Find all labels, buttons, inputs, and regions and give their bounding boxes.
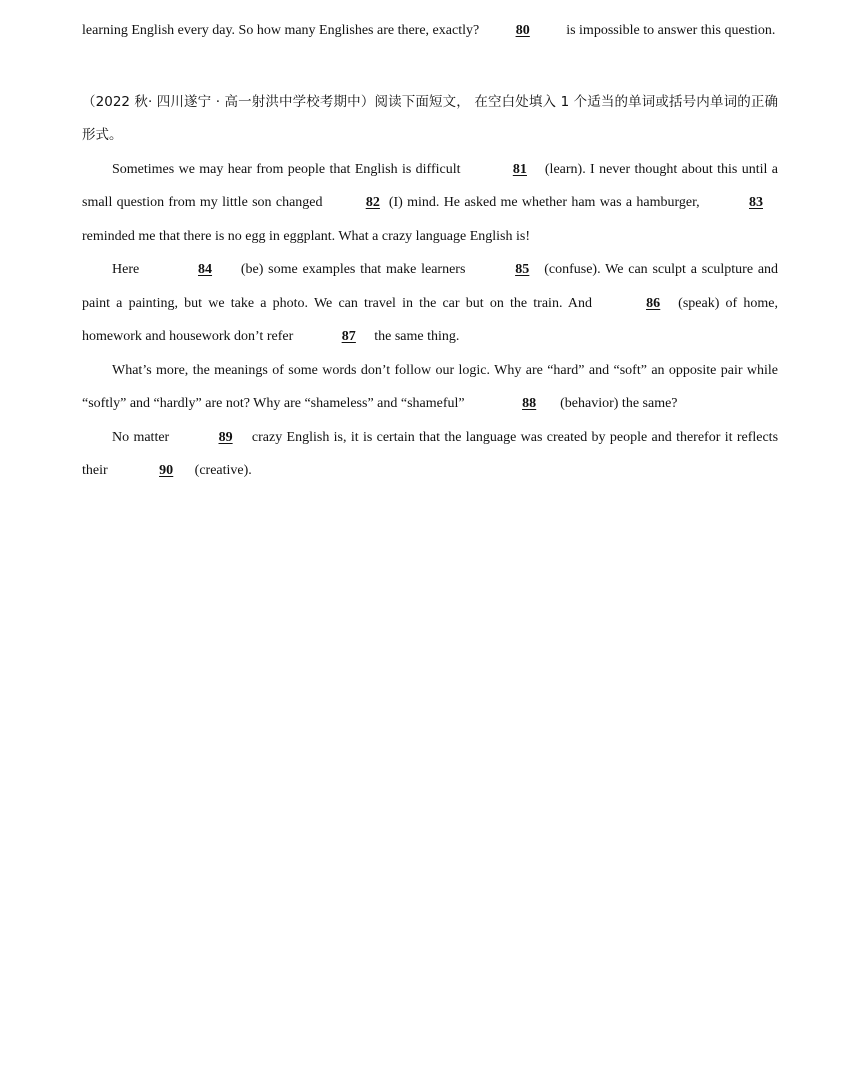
blank-82: 82 [365,195,380,210]
paragraph-1 [82,153,778,254]
passage-a-text: learning English every day. So how many Englishes are there, exactly? [82,23,480,38]
p1-text-a: Sometimes we may hear from people that English is difficult [112,161,461,177]
blank-89: 89 [218,429,233,445]
p2-text-a: Here [112,262,140,277]
paragraph-4 [82,421,778,488]
passage-a-tail-text: is impossible to answer this question. [566,23,776,38]
p4-text-d: (creative). [194,463,252,478]
blank-86: 86 [646,295,661,311]
p1-text-e: reminded me that there is no egg in eggplant. What a crazy language English is! [82,228,530,244]
paragraph-2 [82,253,778,354]
paragraph-3 [82,354,778,421]
p4-text-c: crazy English is, it is certain that the language was created by people and therefor it reflects their [82,429,779,478]
p1-text-c: (learn). I never thought about this until a small question from my little son changed [82,161,778,210]
blank-87: 87 [341,329,356,344]
p2-text-d: (confuse). We can sculpt a sculpture and paint a painting, but we take a photo. We can travel in the car but on the train. And [82,262,779,311]
p1-text-d: (I) mind. He asked me whether ham was a hamburger, [388,195,700,210]
p4-text-a: No matter [112,429,170,445]
blank-80: 80 [515,23,530,38]
blank-88: 88 [522,396,537,411]
p3-text-a: What’s more, the meanings of some words don’t follow our logic. Why are “hard” and “soft” an opposite pair while “softly” and “hardly” are not? Why are “shameless” and “shameful” [82,362,778,411]
blank-81: 81 [512,161,527,177]
blank-83: 83 [749,195,763,210]
passage-a-tail [82,14,778,48]
section-gap [82,48,778,86]
blank-84: 84 [198,262,213,277]
p2-text-e: (speak) of home, homework and housework don’t refer [82,295,778,344]
document-content [82,14,778,488]
p2-text-c: (be) some examples that make learners [240,262,466,277]
p3-text-c: (behavior) the same? [560,396,678,411]
blank-90: 90 [159,463,174,478]
source-note: （2022 秋· 四川遂宁 · 高一射洪中学校考期中）阅读下面短文， 在空白处填入 1 个适当的单词或括号内单词的正确形式。 [82,93,778,143]
blank-85: 85 [515,262,530,277]
p2-text-f: the same thing. [374,329,460,344]
